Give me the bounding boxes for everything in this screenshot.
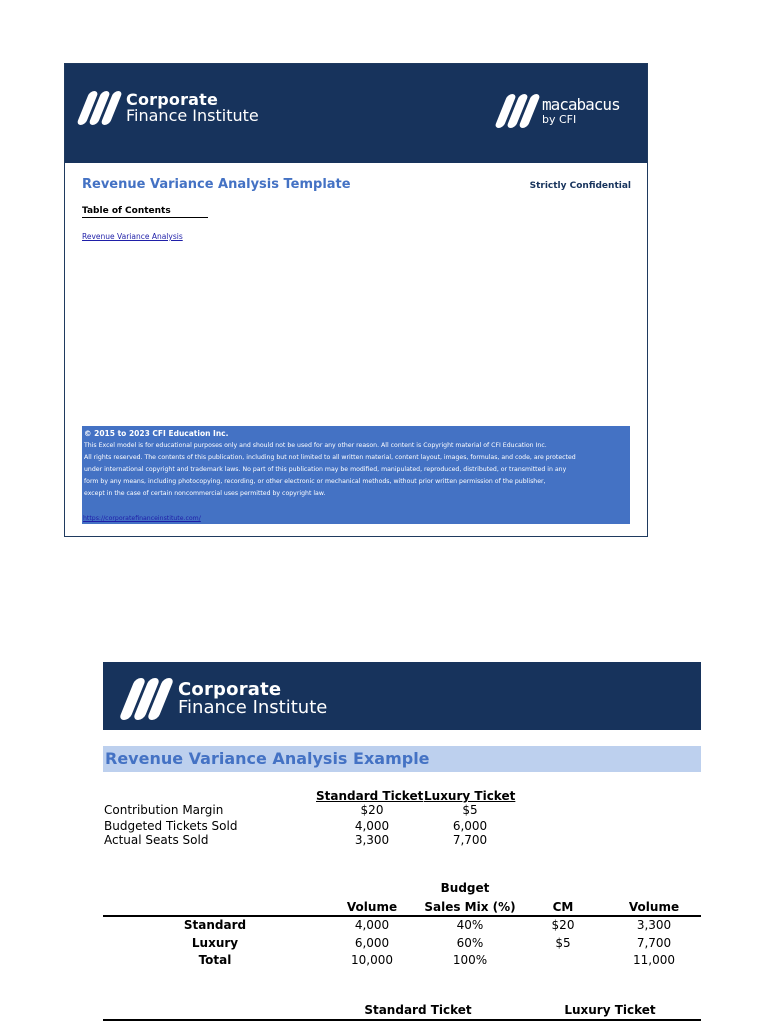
macabacus-logo-text — [542, 94, 620, 126]
col-header-luxury: Luxury Ticket — [424, 789, 516, 803]
budget-group-header: Budget — [440, 881, 490, 895]
cfi-logo — [127, 678, 327, 720]
table-cell: 10,000 — [351, 953, 393, 967]
input-row-label: Contribution Margin — [104, 803, 224, 817]
cover-title: Revenue Variance Analysis Template — [82, 177, 351, 192]
input-cell: 3,300 — [354, 833, 390, 847]
input-cell: 6,000 — [452, 819, 488, 833]
macabacus-logo — [501, 94, 620, 128]
confidential-label: Strictly Confidential — [529, 181, 631, 191]
table-cell: 7,700 — [636, 936, 672, 950]
brand-line2: Finance Institute — [178, 697, 328, 718]
legal-line: All rights reserved. The contents of this publication, including but not limited to all written material, content layout, images, formulas, and code, are protected — [84, 454, 576, 461]
table-cell: 3,300 — [636, 918, 672, 932]
legal-line: under international copyright and trademark laws. No part of this publication may be modified, manipulated, reproduced, distributed, or transmitted in any — [84, 466, 567, 473]
table-header: Volume — [628, 900, 680, 914]
table-rule — [103, 1019, 701, 1021]
input-cell: 4,000 — [354, 819, 390, 833]
cover-page — [64, 63, 648, 537]
input-cell: 7,700 — [452, 833, 488, 847]
website-link[interactable]: https://corporatefinanceinstitute.com/ — [83, 515, 201, 522]
table-cell: 6,000 — [354, 936, 390, 950]
example-banner — [103, 662, 701, 730]
table-header: CM — [552, 900, 574, 914]
legal-line: form by any means, including photocopying, recording, or other electronic or mechanical methods, without prior written permission of the publisher, — [84, 478, 546, 485]
cfi-logo-text — [126, 92, 259, 124]
col-header-standard: Standard Ticket — [316, 789, 424, 803]
section-header-luxury: Luxury Ticket — [564, 1003, 656, 1017]
brand-line1: Corporate — [178, 679, 282, 700]
table-cell: 40% — [456, 918, 484, 932]
brand-line2: Finance Institute — [126, 106, 259, 125]
partner-name: macabacus — [542, 94, 620, 114]
legal-heading: © 2015 to 2023 CFI Education Inc. — [84, 429, 229, 438]
toc-heading: Table of Contents — [82, 206, 208, 218]
input-cell: $5 — [462, 803, 478, 817]
partner-sub: by CFI — [542, 112, 577, 126]
macabacus-logo-mark-icon — [501, 94, 534, 128]
table-cell: 100% — [452, 953, 488, 967]
cfi-logo-text — [178, 681, 327, 717]
cover-banner — [65, 64, 647, 163]
legal-notice — [82, 426, 630, 524]
table-rule — [103, 915, 701, 917]
table-header: Sales Mix (%) — [424, 900, 516, 914]
table-cell: 11,000 — [633, 953, 675, 967]
example-title-bar — [103, 746, 701, 772]
table-cell: $5 — [555, 936, 571, 950]
input-row-label: Budgeted Tickets Sold — [104, 819, 238, 833]
cfi-logo-mark-icon — [127, 678, 166, 720]
input-row-label: Actual Seats Sold — [104, 833, 209, 847]
table-cell: 4,000 — [354, 918, 390, 932]
example-title: Revenue Variance Analysis Example — [105, 749, 430, 768]
legal-line: except in the case of certain noncommercial uses permitted by copyright law. — [84, 490, 326, 497]
table-row-label: Luxury — [191, 936, 239, 950]
cfi-logo-mark-icon — [83, 91, 116, 125]
input-cell: $20 — [360, 803, 384, 817]
section-header-standard: Standard Ticket — [364, 1003, 472, 1017]
legal-line: This Excel model is for educational purposes only and should not be used for any other reason. All content is Copyright material of CFI Education Inc. — [84, 442, 547, 449]
brand-line1: Corporate — [126, 90, 219, 109]
cfi-logo — [83, 91, 259, 125]
table-row-label: Standard — [183, 918, 247, 932]
table-row-label: Total — [198, 953, 232, 967]
table-cell: 60% — [456, 936, 484, 950]
toc-link[interactable]: Revenue Variance Analysis — [82, 232, 183, 241]
table-cell: $20 — [551, 918, 575, 932]
table-header: Volume — [346, 900, 398, 914]
